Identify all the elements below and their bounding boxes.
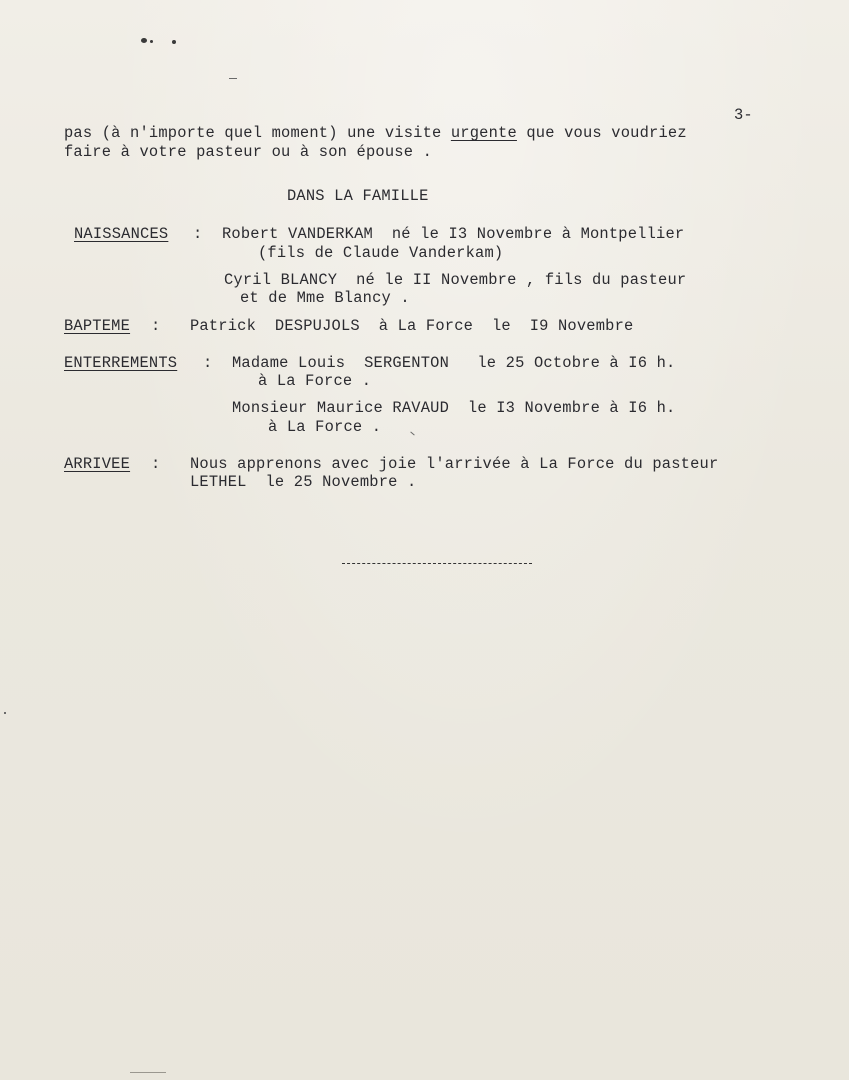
naissance-entry-2-detail: et de Mme Blancy . — [240, 289, 410, 307]
page-number: 3- — [734, 106, 753, 124]
naissance-entry-1-detail: (fils de Claude Vanderkam) — [258, 244, 504, 262]
intro-line-1 — [64, 124, 687, 142]
naissances-colon: : — [193, 225, 203, 243]
naissance-entry-1: Robert VANDERKAM né le I3 Novembre à Montpellier — [222, 225, 685, 243]
arrivee-line-2: LETHEL le 25 Novembre . — [190, 473, 417, 491]
enterrements-colon: : — [203, 354, 213, 372]
paper-speck — [410, 432, 414, 436]
bapteme-entry: Patrick DESPUJOLS à La Force le I9 Novembre — [190, 317, 634, 335]
intro-line-2: faire à votre pasteur ou à son épouse . — [64, 143, 432, 161]
bapteme-label: BAPTEME — [64, 317, 131, 335]
enterrement-entry-1: Madame Louis SERGENTON le 25 Octobre à I6 h. — [232, 354, 676, 372]
intro-text: pas (à n'importe quel moment) une visite — [64, 124, 451, 142]
separator-line — [342, 563, 532, 564]
bapteme-colon: : — [151, 317, 161, 335]
ink-mark — [150, 40, 153, 43]
paper-speck — [130, 1072, 166, 1073]
enterrement-entry-2: Monsieur Maurice RAVAUD le I3 Novembre à I6 h. — [232, 399, 676, 417]
ink-mark — [229, 78, 237, 79]
enterrements-label: ENTERREMENTS — [64, 354, 178, 372]
section-title: DANS LA FAMILLE — [287, 187, 429, 205]
ink-mark — [141, 38, 147, 43]
enterrement-entry-2-place: à La Force . — [268, 418, 382, 436]
naissance-entry-2: Cyril BLANCY né le II Novembre , fils du pasteur — [224, 271, 687, 289]
arrivee-colon: : — [151, 455, 161, 473]
enterrement-entry-1-place: à La Force . — [258, 372, 372, 390]
urgent-word: urgente — [450, 124, 517, 142]
intro-text: que vous voudriez — [516, 124, 687, 142]
ink-mark — [172, 40, 176, 44]
arrivee-line-1: Nous apprenons avec joie l'arrivée à La Force du pasteur — [190, 455, 719, 473]
arrivee-label: ARRIVEE — [64, 455, 131, 473]
naissances-label: NAISSANCES — [74, 225, 169, 243]
paper-speck — [4, 712, 6, 714]
